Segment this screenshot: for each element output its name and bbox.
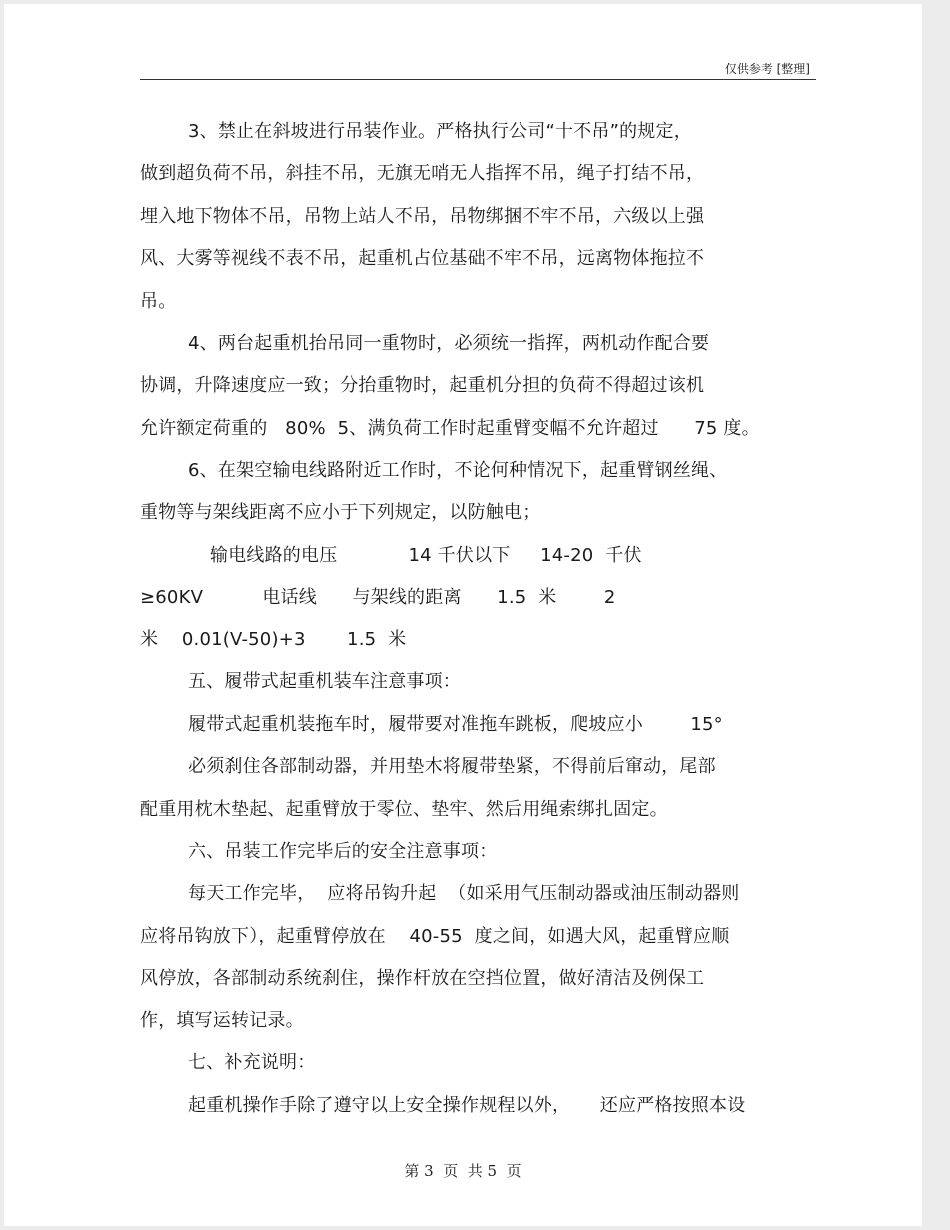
document-page xyxy=(4,4,922,1226)
body-line: 重物等与架线距离不应小于下列规定，以防触电； xyxy=(140,502,541,523)
body-line: 作，填写运转记录。 xyxy=(140,1010,304,1031)
body-line: 6、在架空输电线路附近工作时，不论何种情况下，起重臂钢丝绳、 xyxy=(188,460,728,481)
body-line: 3、禁止在斜坡进行吊装作业。严格执行公司“十不吊”的规定， xyxy=(188,121,692,142)
body-line: 应将吊钩放下），起重臂停放在 40-55 度之间，如遇大风，起重臂应顺 xyxy=(140,926,730,947)
section-heading: 五、履带式起重机装车注意事项： xyxy=(188,671,461,692)
body-line: 风停放，各部制动系统刹住，操作杆放在空挡位置，做好清洁及例保工 xyxy=(140,968,705,989)
body-line: 协调，升降速度应一致；分抬重物时，起重机分担的负荷不得超过该机 xyxy=(140,375,705,396)
header-rule xyxy=(140,79,816,80)
page-footer: 第 3 页 共 5 页 xyxy=(404,1162,522,1180)
body-line: ≥60KV 电话线 与架线的距离 1.5 米 2 xyxy=(140,587,616,608)
body-line: 履带式起重机装拖车时，履带要对准拖车跳板，爬坡应小 15° xyxy=(188,714,723,735)
body-line: 米 0.01(V-50)+3 1.5 米 xyxy=(140,629,407,650)
body-line: 风、大雾等视线不表不吊，起重机占位基础不牢不吊，远离物体拖拉不 xyxy=(140,248,705,269)
section-heading: 七、补充说明： xyxy=(188,1052,316,1073)
body-line: 允许额定荷重的 80% 5、满负荷工作时起重臂变幅不允许超过 75 度。 xyxy=(140,418,760,439)
body-line: 配重用枕木垫起、起重臂放于零位、垫牢、然后用绳索绑扎固定。 xyxy=(140,799,668,820)
body-line: 4、两台起重机抬吊同一重物时，必须统一指挥，两机动作配合要 xyxy=(188,333,710,354)
page-header: 仅供参考 [整理] xyxy=(724,62,810,76)
body-line: 输电线路的电压 14 千伏以下 14-20 千伏 xyxy=(210,545,642,566)
section-heading: 六、吊装工作完毕后的安全注意事项： xyxy=(188,841,498,862)
body-line: 做到超负荷不吊，斜挂不吊，无旗无哨无人指挥不吊，绳子打结不吊， xyxy=(140,163,705,184)
body-line: 起重机操作手除了遵守以上安全操作规程以外， 还应严格按照本设 xyxy=(188,1095,746,1116)
body-line: 必须刹住各部制动器，并用垫木将履带垫紧，不得前后窜动，尾部 xyxy=(188,756,716,777)
body-line: 每天工作完毕， 应将吊钩升起 （如采用气压制动器或油压制动器则 xyxy=(188,883,740,904)
body-line: 吊。 xyxy=(140,291,177,312)
body-line: 埋入地下物体不吊，吊物上站人不吊，吊物绑捆不牢不吊，六级以上强 xyxy=(140,206,705,227)
